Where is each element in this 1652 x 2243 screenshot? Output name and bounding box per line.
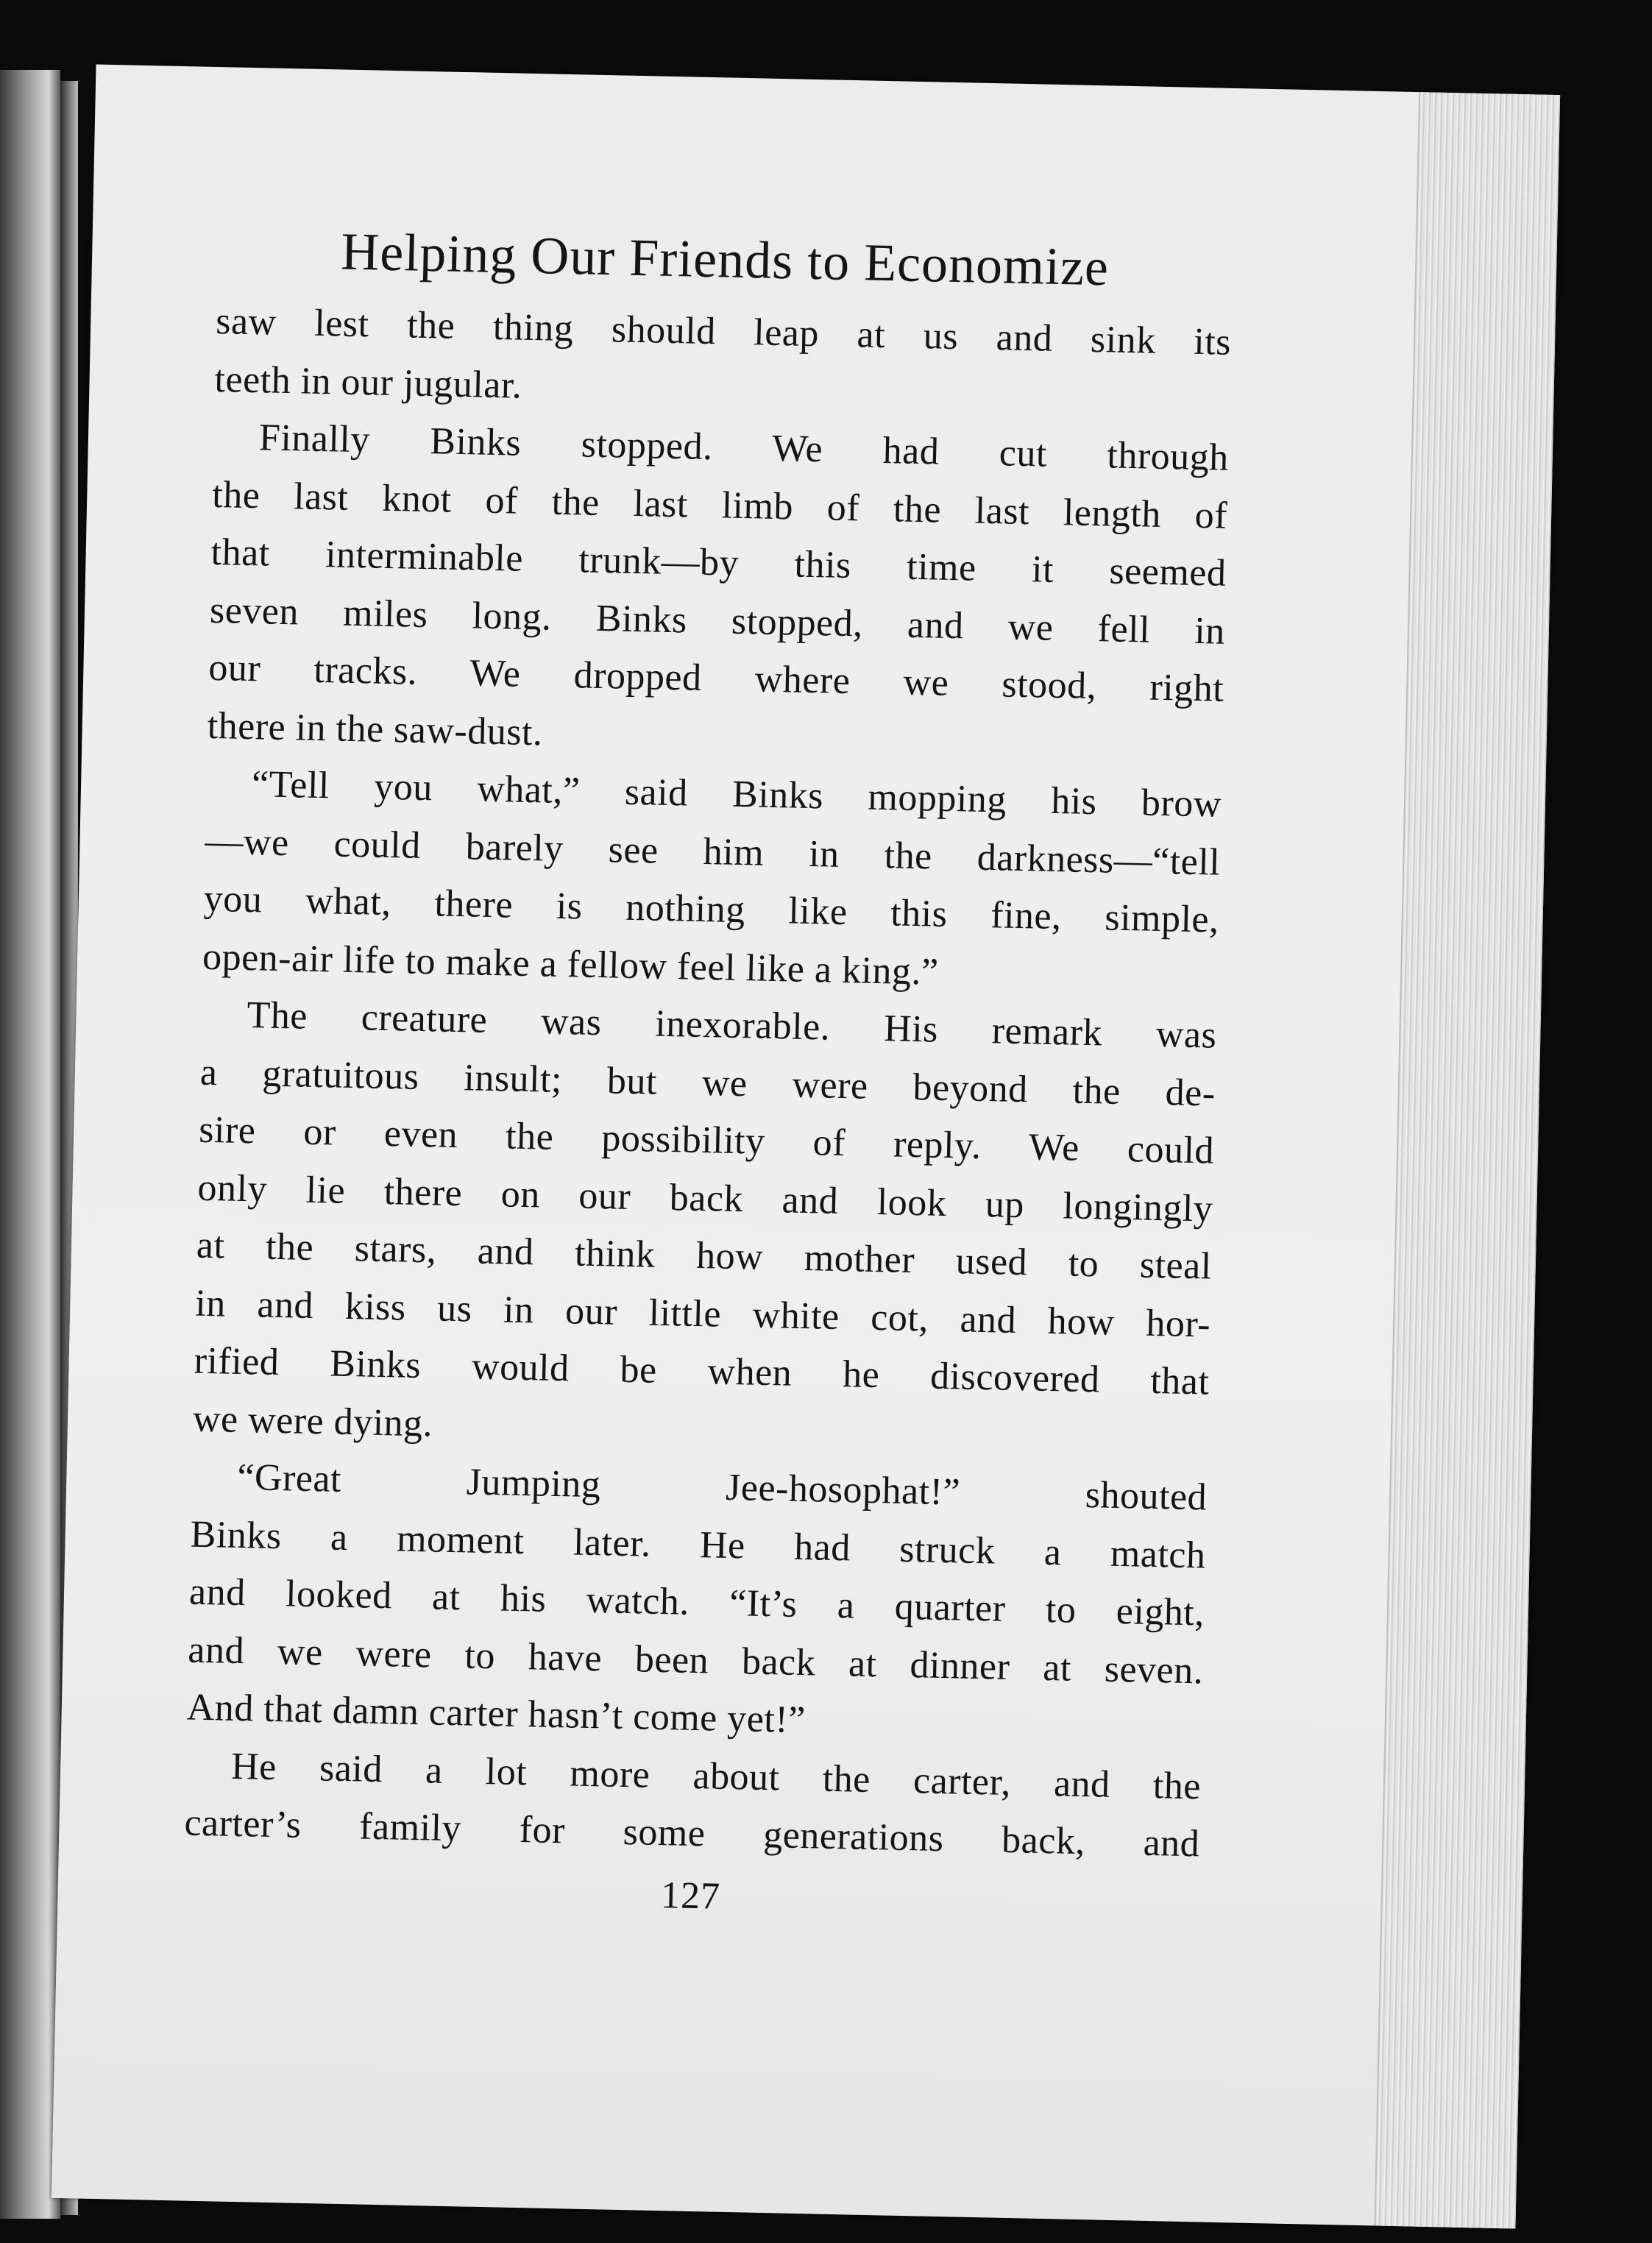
running-head: Helping Our Friends to Economize xyxy=(340,222,1110,297)
text-line: seven miles long. Binks stopped, and we fell in xyxy=(209,589,1226,653)
text-line: sire or even the possibility of reply. We could xyxy=(198,1108,1215,1172)
text-line: there in the saw-dust. xyxy=(207,704,544,754)
text-line: the last knot of the last limb of the last length of xyxy=(211,473,1228,537)
text-line: and we were to have been back at dinner at seven. xyxy=(187,1629,1204,1692)
text-line: we were dying. xyxy=(192,1397,433,1445)
text-line: our tracks. We dropped where we stood, right xyxy=(208,646,1224,710)
page-fore-edge xyxy=(1374,92,1560,2228)
text-line: teeth in our jugular. xyxy=(214,358,522,407)
text-line: Binks a moment later. He had struck a match xyxy=(190,1513,1207,1576)
text-line: you what, there is nothing like this fine, simple, xyxy=(203,877,1220,941)
facing-page-edge xyxy=(0,70,60,2219)
text-line: carter’s family for some generations back, and xyxy=(183,1801,1200,1865)
text-line: in and kiss us in our little white cot, and how hor- xyxy=(194,1282,1211,1346)
text-line: at the stars, and think how mother used to steal xyxy=(196,1224,1213,1288)
text-line: “Great Jumping Jee-hosophat!” shouted xyxy=(236,1456,1208,1519)
body-text xyxy=(184,293,1232,1874)
text-line: saw lest the thing should leap at us and sink its xyxy=(215,300,1232,364)
page-number: 127 xyxy=(660,1874,721,1918)
text-line: only lie there on our back and look up longingly xyxy=(197,1166,1213,1230)
book-page xyxy=(52,64,1560,2228)
text-line: “Tell you what,” said Binks mopping his brow xyxy=(251,763,1222,826)
text-line: The creature was inexorable. His remark was xyxy=(246,994,1217,1057)
text-line: Finally Binks stopped. We had cut through xyxy=(258,417,1230,479)
text-line: rified Binks would be when he discovered that xyxy=(194,1339,1210,1403)
text-line: He said a lot more about the carter, and the xyxy=(230,1745,1202,1807)
text-line: open-air life to make a fellow feel like a king.” xyxy=(202,935,940,993)
text-line: and looked at his watch. “It’s a quarter to eight, xyxy=(188,1570,1205,1634)
text-line: a gratuitous insult; but we were beyond the de- xyxy=(199,1051,1216,1115)
text-line: —we could barely see him in the darkness—“tell xyxy=(204,820,1221,884)
text-line: And that damn carter hasn’t come yet!” xyxy=(186,1686,806,1742)
text-block xyxy=(182,218,1233,1935)
text-line: that interminable trunk—by this time it seemed xyxy=(210,531,1227,595)
